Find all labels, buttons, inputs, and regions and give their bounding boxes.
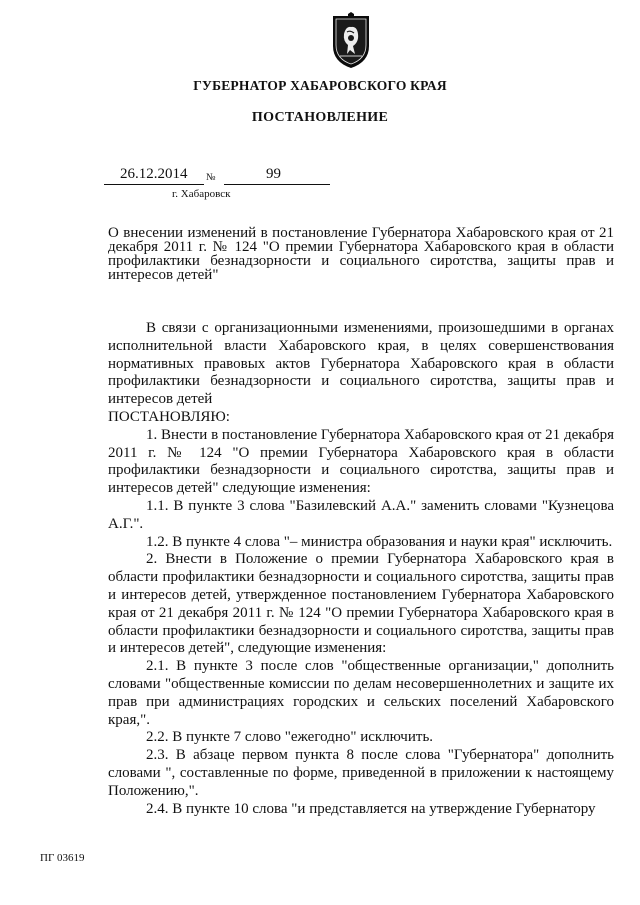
clause-2-4: 2.4. В пункте 10 слова "и представляется на утверждение Губернатору: [146, 800, 596, 817]
preamble-paragraph: В связи с организационными изменениями, произошедшими в органах исполнительной власти Хабаровского края, в целях совершенствования нормативных правовых актов Губернатора Хабаровского края в области профилактики безнадзорности и социального сиротства, защиты прав и интересов детей: [108, 320, 614, 408]
document-type-heading: ПОСТАНОВЛЕНИЕ: [251, 110, 389, 125]
form-code: ПГ 03619: [40, 852, 85, 864]
document-body: [108, 320, 614, 818]
document-requisites: [104, 166, 334, 206]
clause-1-2: 1.2. В пункте 4 слова "– министра образования и науки края" исключить.: [146, 533, 613, 550]
clause-1: 1. Внести в постановление Губернатора Хабаровского края от 21 декабря 2011 г. № 124 "О премии Губернатора Хабаровского края в области профилактики безнадзорности и социального сиротства, защиты прав и интересов детей" следующие изменения:: [108, 426, 614, 497]
clause-2-1: 2.1. В пункте 3 после слов "общественные организации," дополнить словами "общественные комиссии по делам несовершеннолетних и защите их прав при администрациях городских и сельских поселений Хабаровского края,".: [108, 658, 614, 728]
governor-title: ГУБЕРНАТОР ХАБАРОВСКОГО КРАЯ: [193, 78, 447, 93]
clause-1-1: 1.1. В пункте 3 слова "Базилевский А.А." заменить словами "Кузнецова А.Г.".: [108, 497, 614, 532]
clause-2: 2. Внести в Положение о премии Губернатора Хабаровского края в области профилактики безнадзорности и социального сиротства, защиты прав и интересов детей, утвержденное постановлением Губернатора Хабаровского края от 21 декабря 2011 г. № 124 "О премии Губернатора Хабаровского края в области профилактики безнадзорности и социального сиротства, защиты прав и интересов детей", следующие изменения:: [108, 551, 614, 657]
document-date: 26.12.2014: [120, 166, 188, 182]
clause-2-3: 2.3. В абзаце первом пункта 8 после слова "Губернатора" дополнить словами ", составленные по форме, приведенной в приложении к настоящему Положению,".: [108, 747, 614, 799]
document-number: 99: [266, 166, 281, 182]
date-underline: [104, 184, 204, 185]
number-sign: №: [206, 172, 216, 183]
clause-2-2: 2.2. В пункте 7 слово "ежегодно" исключить.: [146, 729, 434, 746]
issue-city: г. Хабаровск: [172, 188, 231, 200]
number-underline: [224, 184, 330, 185]
resolve-heading: ПОСТАНОВЛЯЮ:: [108, 408, 230, 425]
coat-of-arms-icon: [326, 12, 376, 70]
document-subject: О внесении изменений в постановление Губернатора Хабаровского края от 21 декабря 2011 г. № 124 "О премии Губернатора Хабаровского края в области профилактики безнадзорности и социального сиротства, защиты прав и интересов детей": [108, 225, 614, 283]
